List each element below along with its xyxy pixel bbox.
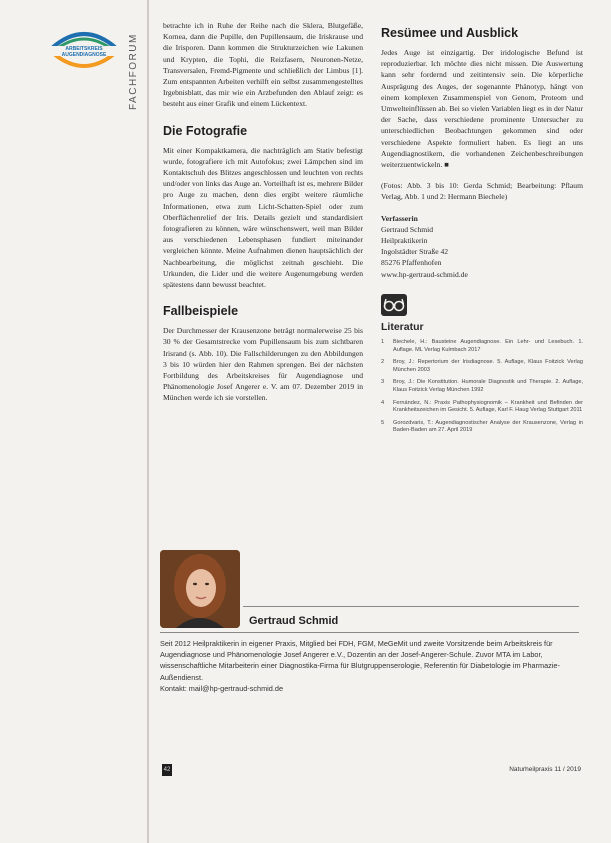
page-gutter-line (147, 0, 149, 843)
list-item-text: Broy, J.: Die Konstitution. Humorale Diagnostik und Therapie. 2. Auflage, Klaus Foitzick Verlag München 1992 (393, 379, 583, 394)
list-item-text: Gorozdvaris, T.: Augendiagnostischer Analyse der Krausenzone, Verlag in Baden-Baden am 27. April 2019 (393, 419, 583, 434)
bio-contact[interactable]: Kontakt: mail@hp-gertraud-schmid.de (160, 683, 283, 693)
list-item (381, 400, 583, 415)
author-address (381, 213, 583, 280)
author-bio (160, 638, 580, 694)
list-item-number: 5 (381, 419, 385, 426)
resumee-paragraph: Jedes Auge ist einzigartig. Der iridologische Befund ist reproduzierbar. Ich möchte dies nicht missen. Die Auswertung kann sehr fordernd und zeitintensiv sein. Die körperliche Ausprägung des Auges, der sogenannte Phänotyp, hängt von einem komplexen Zusammenspiel von Genom, Proteom und Umwelteinflüssen ab. Bei so vielen Variablen liegt es in der Natur der Sache, dass verschiedene prominente Untersucher zu unterschiedlichen Beobachtungen gekommen sind oder verschiedene Aspekte formuliert haben. Es liegt an uns Augendiagnostikern, die vorhandenen Zeichenbeschreibungen weiterzuentwickeln. ■ (381, 48, 583, 170)
author-website-link[interactable]: www.hp-gertraud-schmid.de (381, 269, 468, 279)
photo-sources: (Fotos: Abb. 3 bis 10: Gerda Schmid; Bearbeitung: Pflaum Verlag, Abb. 1 und 2: Hermann Biechele) (381, 181, 583, 202)
author-line: Heilpraktikerin (381, 236, 428, 246)
list-item (381, 359, 583, 374)
fotografie-paragraph: Mit einer Kompaktkamera, die nachträglich am Stativ befestigt wurde, fotografiere ich mit Autofokus; zwei Lämpchen sind im Kontaktschuh des Blitzes angeschlossen und leuchten von rechts und/oder von links das Auge an. Vorteilhaft ist es, mehrere Bilder pro Auge zu machen, denn dies ergibt weitere räumliche Informationen, etwa zum Licht-Schatten-Spiel oder zum Oberflächenrelief der Iris. Details gezielt und standardisiert fotografieren zu können, wäre wünschenswert, weil man Bilder aus verschiedenen Lebensphasen fundiert miteinander vergleichen könnte. Meine Aufnahmen dienen hauptsächlich der Nachbearbeitung, die möglichst zeitnah geschieht. Die Urkunden, die Lider und die weitere Augenumgebung werden spätestens dann bewusst beachtet. (163, 145, 363, 290)
logo-text-line2: AUGENDIAGNOSE (61, 52, 107, 58)
logo-text-line1: ARBEITSKREIS (65, 46, 103, 52)
fallbeispiele-paragraph: Der Durchmesser der Krausenzone beträgt normalerweise 25 bis 30 % der Gesamtstrecke vom Pupillensaum bis zum sichtbaren Irisrand (s. Abb. 10). Die Fallschilderungen zu den Abbildungen 3 bis 10 würden hier den Rahmen sprengen. Bei der nächsten Fortbildung des Arbeitskreises für Augendiagnose und Phänomenologie Josef Angerer e. V. am 07. Dezember 2019 in München werde ich sie vorstellen. (163, 326, 363, 403)
list-item-text: Broy, J.: Repertorium der Irisdiagnose. 5. Auflage, Klaus Foitzick Verlag München 2003 (393, 359, 583, 373)
page-number: 42 (162, 764, 172, 776)
left-column (163, 20, 363, 412)
list-item-number: 3 (381, 379, 385, 386)
author-line: 85276 Pfaffenhofen (381, 258, 442, 268)
literature-list (381, 339, 583, 435)
heading-fotografie: Die Fotografie (163, 123, 248, 138)
author-heading: Verfasserin (381, 213, 418, 223)
author-photo (160, 550, 240, 628)
divider (160, 632, 579, 633)
heading-resumee: Resümee und Ausblick (381, 26, 519, 40)
arbeitskreis-logo-icon (44, 26, 124, 76)
right-column (381, 20, 583, 440)
list-item (381, 420, 583, 435)
intro-paragraph: betrachte ich in Ruhe der Reihe nach die Sklera, Blutgefäße, Kornea, dann die Pupille, den Pupillensaum, die Iriskrause und die Irisporen. Dann kommen die Strukturzeichen wie Lakunen und Krypten, die Tophi, die Reizfasern, Neuronen-Netze, Transversalen, Fremd-Pigmente und schließlich der Limbus [1]. Zum entspannten Arbeiten verhilft ein selbst zusammengestelltes Irgebnisblatt, das mir wie ein Arzbefunden den Ablauf zeigt: es besteht aus einer Grafik und einem Lückentext. (163, 21, 363, 109)
literatur-heading: Literatur (381, 320, 424, 333)
journal-footer: Naturheilpraxis 11 / 2019 (509, 766, 581, 773)
glasses-icon (381, 294, 407, 316)
list-item-text: Fernández, N.: Praxis Pathophysiognomik – Krankheit und Befinden der Krankheitszeichen im Gesicht. 5. Auflage, Karl F. Haug Verlag Stuttgart 2011 (393, 399, 583, 414)
divider (243, 606, 579, 607)
author-name: Gertraud Schmid (249, 615, 339, 627)
author-line: Gertraud Schmid (381, 224, 434, 234)
list-item-text: Biechele, H.: Bausteine Augendiagnose. Ein Lehr- und Lesebuch. 1. Auflage. ML Verlag Kulmbach 2017 (393, 339, 583, 353)
bio-text: Seit 2012 Heilpraktikerin in eigener Praxis, Mitglied bei FDH, FGM, MeGeMit und zweite Vorsitzende beim Arbeitskreis für Augendiagnose und Phänomenologie Josef Angerer e.V., Dozentin an der Josef-Angerer-Schule. Zuvor MTA im Labor, wissenschaftliche Mitarbeiterin einer Diagnostika-Firma für Blutgruppenserologie, Referentin für Diabetologie im Pharmazie-Außendienst. (160, 639, 560, 682)
author-line: Ingolstädter Straße 42 (381, 247, 449, 257)
section-label: FACHFORUM (128, 33, 139, 110)
list-item (381, 379, 583, 394)
list-item-number: 4 (381, 399, 385, 406)
list-item-number: 1 (381, 339, 385, 346)
list-item (381, 339, 583, 354)
list-item-number: 2 (381, 359, 385, 366)
heading-fallbeispiele: Fallbeispiele (163, 304, 239, 319)
